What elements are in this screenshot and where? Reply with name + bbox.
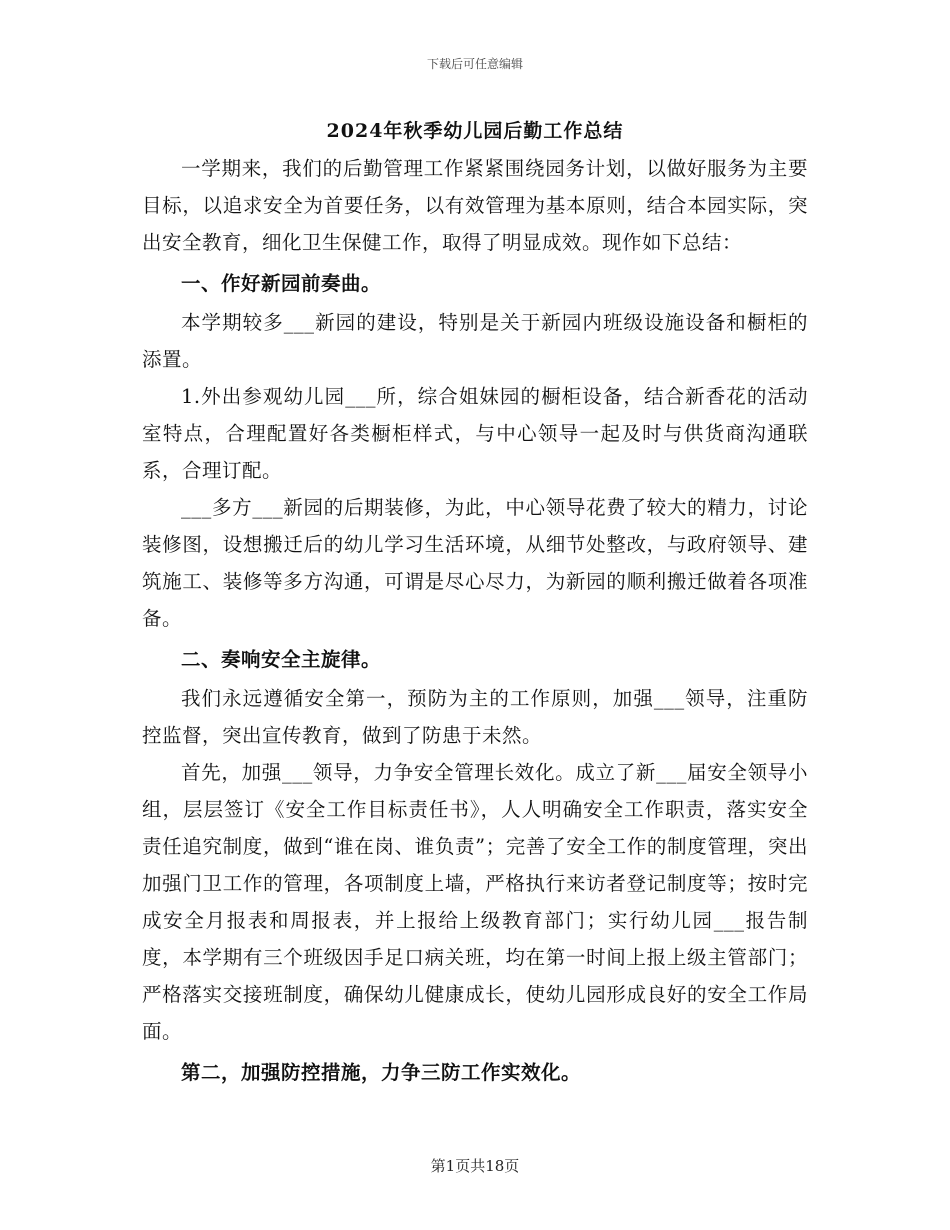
paragraph: 我们永远遵循安全第一，预防为主的工作原则，加强___领导，注重防控监督，突出宣传教育，做到了防患于未然。	[142, 687, 808, 747]
section-heading-2: 二、奏响安全主旋律。	[181, 648, 382, 671]
page-number: 第1页共18页	[430, 1157, 520, 1175]
document-body	[142, 150, 808, 1093]
paragraph: ___多方___新园的后期装修，为此，中心领导花费了较大的精力，讨论装修图，设想搬迁后的幼儿学习生活环境，从细节处整改，与政府领导、建筑施工、装修等多方沟通，可谓是尽心尽力，为新园的顺利搬迁做着各项准备。	[142, 496, 808, 630]
section-heading-1: 一、作好新园前奏曲。	[181, 272, 382, 295]
paragraph-intro: 一学期来，我们的后勤管理工作紧紧围绕园务计划，以做好服务为主要目标，以追求安全为首要任务，以有效管理为基本原则，结合本园实际，突出安全教育，细化卫生保健工作，取得了明显成效。现作如下总结：	[142, 157, 808, 254]
paragraph: 本学期较多___新园的建设，特别是关于新园内班级设施设备和橱柜的添置。	[142, 311, 808, 371]
paragraph: 首先，加强___领导，力争安全管理长效化。成立了新___届安全领导小组，层层签订《安全工作目标责任书》，人人明确安全工作职责，落实安全责任追究制度，做到“谁在岗、谁负责”；完善了安全工作的制度管理，突出加强门卫工作的管理，各项制度上墙，严格执行来访者登记制度等；按时完成安全月报表和周报表，并上报给上级教育部门；实行幼儿园___报告制度，本学期有三个班级因手足口病关班，均在第一时间上报上级主管部门；严格落实交接班制度，确保幼儿健康成长，使幼儿园形成良好的安全工作局面。	[142, 761, 808, 1043]
page-header-note: 下载后可任意编辑	[426, 57, 523, 71]
document-title: 2024年秋季幼儿园后勤工作总结	[326, 120, 624, 142]
subsection-heading: 第二，加强防控措施，力争三防工作实效化。	[181, 1061, 582, 1084]
paragraph: 1.外出参观幼儿园___所，综合姐妹园的橱柜设备，结合新香花的活动室特点，合理配置好各类橱柜样式，与中心领导一起及时与供货商沟通联系，合理订配。	[142, 385, 808, 482]
